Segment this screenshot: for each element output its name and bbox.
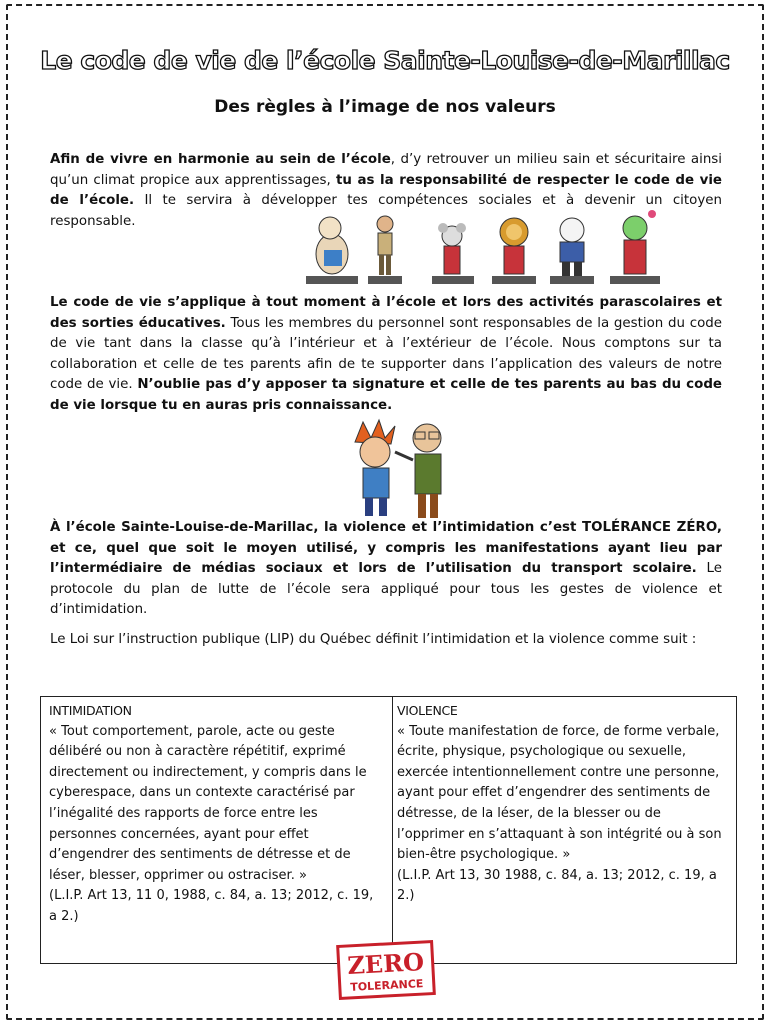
stamp-line2: TOLERANCE — [349, 977, 424, 994]
application-bold-b: N’oublie pas d’y apposer ta signature et celle de tes parents au bas du code de vie lorsque tu en auras pris connaissance. — [50, 377, 722, 413]
definitions-table — [40, 696, 737, 964]
zero-tolerance-bold: À l’école Sainte-Louise-de-Marillac, la violence et l’intimidation c’est TOLÉRANCE ZÉRO, et ce, quel que soit le moyen utilisé, y compris les manifestations ayant lieu par l’intermédiaire de médias sociaux et lors de l’utilisation du transport scolaire. — [50, 520, 722, 577]
mascot-pup-icon — [550, 218, 594, 284]
intro-text-a: , d’y retrouver un milieu sain et sécuritaire ainsi qu’un climat propice aux apprentissages, — [50, 152, 722, 188]
mascot-figurines-image — [300, 206, 670, 286]
intro-bold-b: tu as la responsabilité de respecter le code de vie de l’école. — [50, 172, 723, 209]
zero-tolerance-paragraph — [50, 518, 722, 621]
violence-heading: VIOLENCE — [397, 703, 458, 718]
mascot-mouse-icon — [432, 223, 474, 284]
mascot-lion-icon — [492, 218, 536, 284]
intimidation-column — [41, 697, 393, 963]
application-bold-a: Le code de vie s’applique à tout moment à l’école et lors des activités parascolaires et des sorties éducatives. — [50, 295, 722, 331]
zero-tolerance-stamp — [336, 940, 436, 1000]
intimidation-reference: (L.I.P. Art 13, 11 0, 1988, c. 84, a. 13; 2012, c. 19, a 2.) — [49, 888, 374, 924]
mascot-boy-icon — [368, 216, 402, 284]
lip-definition-intro: Le Loi sur l’instruction publique (LIP) du Québec définit l’intimidation et la violence comme suit : — [50, 632, 697, 647]
violence-definition: « Toute manifestation de force, de forme verbale, écrite, physique, psychologique ou sexuelle, exercée intentionnellement contre une personne, ayant pour effet d’engendrer des sentiments de détresse, de la léser, de la blesser ou de l’opprimer en s’attaquant à son intégrité ou à son bien-être psychologique. » — [397, 723, 722, 863]
application-text-a: Tous les membres du personnel sont responsables de la gestion du code de vie tant dans la classe qu’à l’intérieur et à l’extérieur de l’école. Nous comptons sur ta collaboration et celle de tes parents afin de te supporter dans l’application des valeurs de notre code de vie. — [50, 315, 723, 393]
mascot-dog-icon — [306, 217, 358, 284]
document-title: Le code de vie de l’école Sainte-Louise-de-Marillac — [40, 46, 730, 75]
kid-orange-hair-icon — [355, 420, 395, 516]
kid-glasses-icon — [395, 424, 441, 518]
kids-whispering-image — [345, 412, 465, 522]
mascot-dragon-icon — [610, 210, 660, 284]
code-application-paragraph — [50, 293, 722, 417]
zero-tolerance-text: Le protocole du plan de lutte de l’école sera appliqué pour tous les gestes de violence et d’intimidation. — [50, 561, 722, 618]
intro-text-b: Il te servira à développer tes compétences sociales et à devenir un citoyen responsable. — [50, 193, 722, 229]
intimidation-heading: INTIMIDATION — [49, 703, 132, 718]
violence-reference: (L.I.P. Art 13, 30 1988, c. 84, a. 13; 2012, c. 19, a 2.) — [397, 867, 717, 904]
intimidation-definition: « Tout comportement, parole, acte ou geste délibéré ou non à caractère répétitif, exprimé directement ou indirectement, y compris dans le cyberespace, dans un contexte caractérisé par l’inégalité des rapports de force entre les personnes concernées, ayant pour effet d’engendrer des sentiments de détresse et de léser, blesser, opprimer ou ostraciser. » — [49, 723, 367, 883]
violence-column — [393, 697, 736, 963]
document-subtitle: Des règles à l’image de nos valeurs — [214, 97, 556, 117]
stamp-line1: ZERO — [346, 947, 425, 980]
intro-bold-a: Afin de vivre en harmonie au sein de l’école — [50, 152, 391, 167]
